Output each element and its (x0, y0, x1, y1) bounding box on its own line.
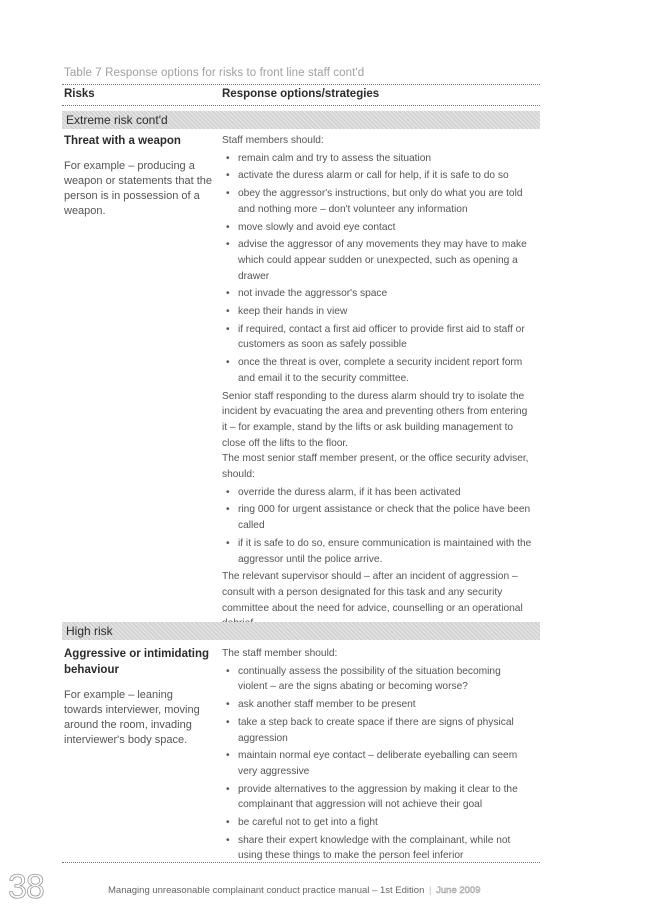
response-bullet-item (222, 304, 532, 320)
footer-dash: – (372, 885, 378, 896)
bullet-text: override the duress alarm, if it has been activated (238, 486, 461, 498)
response-bullet-item (222, 536, 532, 567)
response-bullet-item (222, 151, 532, 167)
risk-description: For example – leaning towards interviewer, moving around the room, invading interviewer's body space. (64, 689, 200, 746)
response-bullet-item (222, 782, 532, 813)
response-bullet-item (222, 186, 532, 217)
bullet-icon: • (226, 306, 230, 318)
response-cell-weapon (222, 133, 532, 632)
response-bullet-list (222, 151, 532, 387)
page-number: 38 (8, 868, 44, 906)
top-rule (62, 84, 540, 85)
bullet-text: move slowly and avoid eye contact (238, 221, 396, 233)
response-paragraph: Senior staff responding to the duress alarm should try to isolate the incident by evacuating the area and preventing others from entering it – for example, stand by the lifts or ask building management to close off the lifts to the floor. (222, 390, 528, 449)
response-bullet-item (222, 715, 532, 746)
bullet-icon: • (226, 537, 230, 549)
section-band-extreme (62, 111, 540, 129)
response-paragraph: The relevant supervisor should – after an incident of aggression – consult with a person designated for this task and any security committee about the need for advice, counselling or an operational (222, 571, 523, 614)
table-caption: Table 7 Response options for risks to front line staff cont'd (64, 67, 365, 79)
response-bullet-list (222, 664, 532, 864)
bullet-icon: • (226, 699, 230, 711)
bullet-icon: • (226, 239, 230, 251)
bullet-icon: • (226, 188, 230, 200)
response-paragraph: The staff member should: (222, 648, 338, 659)
bullet-icon: • (226, 504, 230, 516)
footer-date: June 2009 (436, 885, 481, 896)
footer-separator: | (429, 885, 432, 896)
response-bullet-item (222, 168, 532, 184)
section-band-label: High risk (66, 624, 113, 638)
header-rule (62, 105, 540, 106)
risk-cell-aggressive (64, 646, 214, 748)
bullet-text: not invade the aggressor's space (238, 288, 388, 300)
bottom-rule (62, 862, 540, 863)
response-bullet-item (222, 664, 532, 695)
footer-title: Managing unreasonable complainant conduct practice manual (108, 885, 370, 896)
bullet-text: if required, contact a first aid officer to provide first aid to staff or customers as soon as safely possible (238, 323, 525, 351)
response-bullet-item (222, 286, 532, 302)
risk-description: For example – producing a weapon or statements that the person is in possession of a weapon. (64, 160, 212, 217)
bullet-icon: • (226, 357, 230, 369)
bullet-icon: • (226, 716, 230, 728)
bullet-icon: • (226, 750, 230, 762)
bullet-icon: • (226, 817, 230, 829)
bullet-text: keep their hands in view (238, 306, 348, 318)
bullet-icon: • (226, 323, 230, 335)
header-risks: Risks (64, 88, 95, 100)
bullet-text: once the threat is over, complete a security incident report form and email it to the security committee. (238, 357, 523, 384)
response-paragraph: Staff members should: (222, 135, 324, 146)
header-responses: Response options/strategies (222, 88, 380, 100)
bullet-icon: • (226, 665, 230, 677)
bullet-icon: • (226, 221, 230, 233)
response-paragraph: The most senior staff member present, or the office security adviser, should: (222, 453, 529, 481)
bullet-text: take a step back to create space if there are signs of physical aggression (238, 716, 514, 744)
risk-title: Aggressive or intimidating behaviour (64, 648, 210, 676)
response-bullet-item (222, 833, 532, 864)
risk-cell-weapon (64, 133, 214, 219)
bullet-text: obey the aggressor's instructions, but only do what you are told and nothing more – don't volunteer any information (238, 188, 523, 215)
risk-title: Threat with a weapon (64, 135, 181, 147)
response-bullet-item (222, 815, 532, 831)
bullet-text: share their expert knowledge with the complainant, while not using these things to make the person feel inferior (238, 834, 511, 862)
bullet-text: ask another staff member to be present (238, 699, 416, 711)
response-cell-aggressive (222, 646, 532, 866)
bullet-text: ring 000 for urgent assistance or check that the police have been called (238, 504, 531, 532)
response-bullet-item (222, 485, 532, 501)
section-band-label: Extreme risk cont'd (66, 113, 168, 127)
response-bullet-item (222, 220, 532, 236)
bullet-icon: • (226, 152, 230, 164)
bullet-text: remain calm and try to assess the situation (238, 152, 432, 164)
response-bullet-item (222, 237, 532, 284)
response-bullet-item (222, 697, 532, 713)
bullet-text: be careful not to get into a fight (238, 817, 378, 829)
bullet-text: advise the aggressor of any movements they may have to make which could appear sudden or unexpected, such as opening a drawer (238, 239, 527, 282)
bullet-text: if it is safe to do so, ensure communication is maintained with the aggressor until the police arrive. (238, 537, 532, 565)
bullet-icon: • (226, 288, 230, 300)
bullet-text: continually assess the possibility of the situation becoming violent – are the signs abating or becoming worse? (238, 665, 501, 693)
response-bullet-item (222, 748, 532, 779)
bullet-text: maintain normal eye contact – deliberate eyeballing can seem very aggressive (238, 750, 518, 777)
bullet-icon: • (226, 834, 230, 846)
bullet-icon: • (226, 783, 230, 795)
response-bullet-item (222, 322, 532, 353)
bullet-text: provide alternatives to the aggression by making it clear to the complainant that aggression will not achieve their goal (238, 783, 518, 811)
bullet-icon: • (226, 170, 230, 182)
response-bullet-item (222, 502, 532, 533)
bullet-icon: • (226, 486, 230, 498)
footer-edition: 1st Edition (380, 885, 425, 896)
bullet-text: activate the duress alarm or call for help, if it is safe to do so (238, 170, 509, 182)
response-bullet-item (222, 355, 532, 386)
footer-line (108, 885, 481, 896)
response-bullet-list (222, 485, 532, 568)
section-band-high (62, 622, 540, 640)
